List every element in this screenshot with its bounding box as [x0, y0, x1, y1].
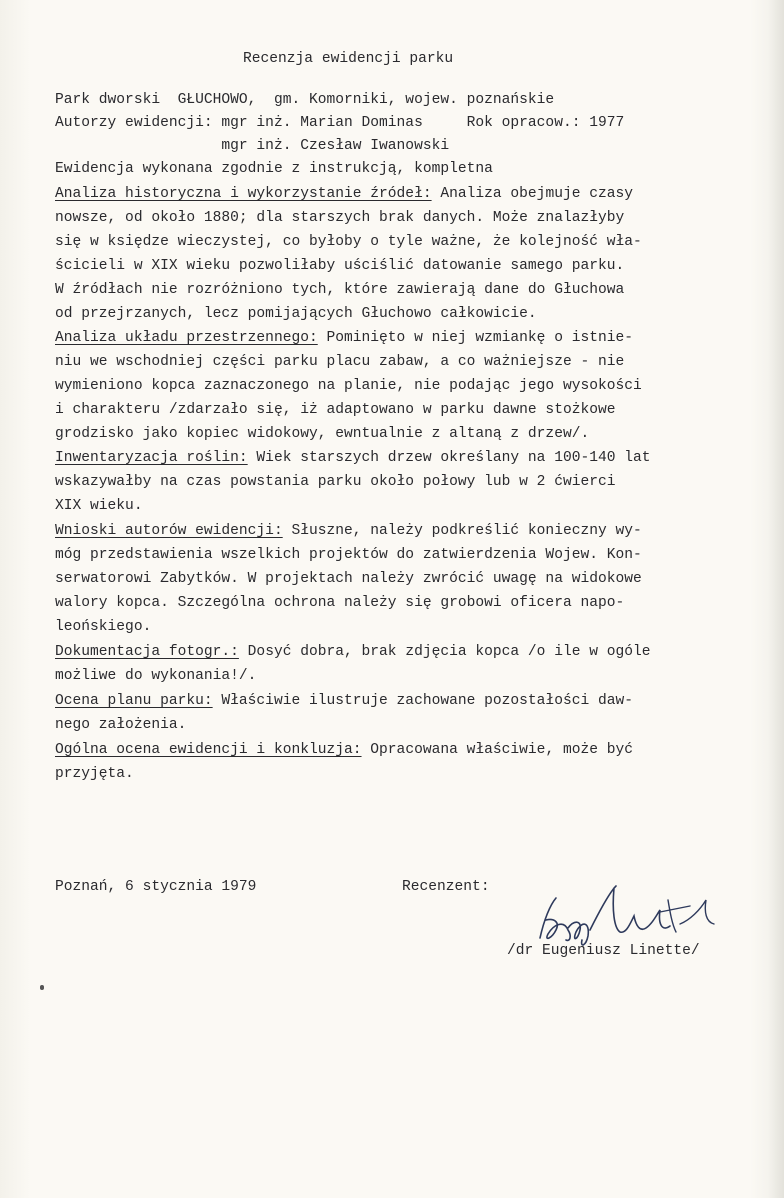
section-heading: Ogólna ocena ewidencji i konkluzja: [55, 742, 362, 758]
text-line [55, 234, 642, 250]
section-heading: Inwentaryzacja roślin: [55, 450, 248, 466]
text-segment: Opracowana właściwie, może być [361, 742, 634, 758]
text-segment: niu we wschodniej części parku placu zabaw, a co ważniejsze - nie [55, 354, 625, 370]
text-line [55, 306, 537, 322]
text-line [55, 571, 642, 587]
text-line [55, 210, 624, 226]
text-segment: Słuszne, należy podkreślić konieczny wy- [282, 523, 642, 539]
text-line [55, 474, 616, 490]
text-line [55, 450, 651, 466]
text-segment: Pominięto w niej wzmiankę o istnie- [317, 330, 634, 346]
text-segment: ścicieli w XIX wieku pozwoliłaby uściślić datowanie samego parku. [55, 258, 625, 274]
document-title: Recenzja ewidencji parku [243, 51, 454, 67]
text-segment: nowsze, od około 1880; dla starszych brak danych. Może znalazłyby [55, 210, 625, 226]
text-line [55, 354, 624, 370]
text-line [55, 330, 633, 346]
section-heading: Analiza układu przestrzennego: [55, 330, 318, 346]
text-line [55, 115, 624, 131]
section-heading: Wnioski autorów ewidencji: [55, 523, 283, 539]
text-line [55, 186, 633, 202]
text-line [55, 138, 449, 154]
text-segment: przyjęta. [55, 766, 134, 782]
text-line [55, 378, 642, 394]
text-segment: grodzisko jako kopiec widokowy, ewntualnie z altaną z drzew/. [55, 426, 590, 442]
text-line [55, 619, 151, 635]
text-line [55, 717, 186, 733]
section-heading: Dokumentacja fotogr.: [55, 644, 239, 660]
text-line [55, 523, 642, 539]
text-line [55, 258, 624, 274]
text-line [55, 547, 642, 563]
section-heading: Ocena planu parku: [55, 693, 213, 709]
text-line [55, 92, 554, 108]
text-segment: od przejrzanych, lecz pomijających Głuchowo całkowicie. [55, 306, 537, 322]
ink-spot [40, 985, 44, 990]
text-segment: móg przedstawienia wszelkich projektów do zatwierdzenia Wojew. Kon- [55, 547, 642, 563]
text-line [55, 282, 624, 298]
text-segment: Dosyć dobra, brak zdjęcia kopca /o ile w ogóle [238, 644, 651, 660]
text-segment: walory kopca. Szczególna ochrona należy się grobowi oficera napo- [55, 595, 625, 611]
text-segment: Ewidencja wykonana zgodnie z instrukcją, kompletna [55, 161, 493, 177]
text-line [55, 668, 256, 684]
text-segment: Autorzy ewidencji: mgr inż. Marian Dominas Rok opracow.: 1977 [55, 115, 625, 131]
text-segment: leońskiego. [55, 619, 152, 635]
text-segment: nego założenia. [55, 717, 187, 733]
text-line [55, 595, 624, 611]
text-line [55, 766, 134, 782]
text-segment: Park dworski GŁUCHOWO, gm. Komorniki, wojew. poznańskie [55, 92, 555, 108]
text-segment: serwatorowi Zabytków. W projektach należy zwrócić uwagę na widokowe [55, 571, 642, 587]
text-segment: i charakteru /zdarzało się, iż adaptowano w parku dawne stożkowe [55, 402, 616, 418]
text-line [55, 402, 616, 418]
paper-edge-shadow [768, 0, 784, 1198]
section-heading: Analiza historyczna i wykorzystanie źródeł: [55, 186, 432, 202]
text-segment: mgr inż. Czesław Iwanowski [55, 138, 450, 154]
text-segment: Właściwie ilustruje zachowane pozostałości daw- [212, 693, 634, 709]
place-date: Poznań, 6 stycznia 1979 [55, 879, 257, 895]
text-line [55, 498, 143, 514]
text-segment: się w księdze wieczystej, co byłoby o tyle ważne, że kolejność wła- [55, 234, 642, 250]
text-line [55, 742, 633, 758]
text-segment: W źródłach nie rozróżniono tych, które zawierają dane do Głuchowa [55, 282, 625, 298]
reviewer-label: Recenzent: [402, 879, 490, 895]
text-line [55, 426, 589, 442]
reviewer-name: /dr Eugeniusz Linette/ [507, 943, 700, 959]
text-segment: wymieniono kopca zaznaczonego na planie, nie podając jego wysokości [55, 378, 642, 394]
text-line [55, 693, 633, 709]
text-segment: wskazywałby na czas powstania parku około połowy lub w 2 ćwierci [55, 474, 616, 490]
text-line [55, 161, 493, 177]
text-segment: możliwe do wykonania!/. [55, 668, 257, 684]
text-segment: Analiza obejmuje czasy [431, 186, 634, 202]
text-segment: XIX wieku. [55, 498, 143, 514]
text-line [55, 644, 651, 660]
text-segment: Wiek starszych drzew określany na 100-140 lat [247, 450, 651, 466]
